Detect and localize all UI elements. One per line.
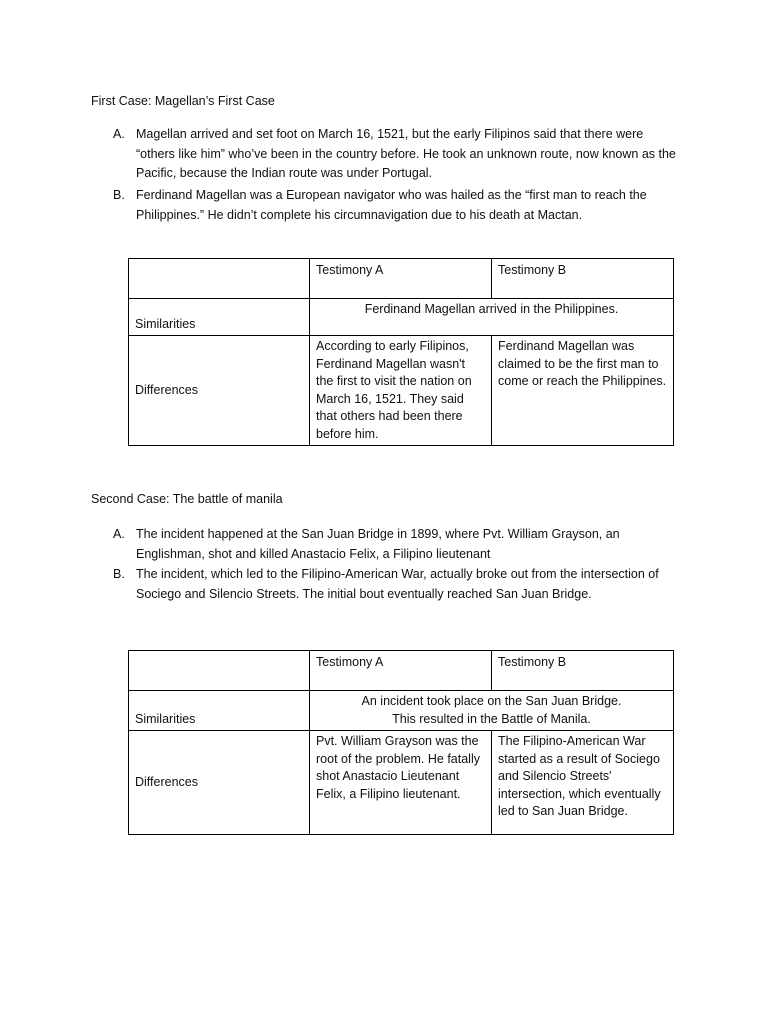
similarities-row <box>129 299 674 336</box>
differences-row <box>129 336 674 446</box>
item-letter: A. <box>113 127 125 141</box>
difference-a: Pvt. William Grayson was the root of the problem. He fatally shot Anastacio Lieutenant Felix, a Filipino lieutenant. <box>310 731 492 835</box>
item-text: The incident, which led to the Filipino-American War, actually broke out from the intersection of Sociego and Silencio Streets. The initial bout eventually reached San Juan Bridge. <box>136 567 659 601</box>
testimony-a-header: Testimony A <box>310 259 492 299</box>
difference-a: According to early Filipinos, Ferdinand Magellan wasn't the first to visit the nation on March 16, 1521. They said that others had been there before him. <box>310 336 492 446</box>
similarities-text: An incident took place on the San Juan Bridge. This resulted in the Battle of Manila. <box>310 691 674 731</box>
item-letter: B. <box>113 567 125 581</box>
table-header-row <box>129 259 674 299</box>
difference-b: The Filipino-American War started as a result of Sociego and Silencio Streets' intersection, which eventually led to San Juan Bridge. <box>492 731 674 835</box>
difference-b: Ferdinand Magellan was claimed to be the first man to come or reach the Philippines. <box>492 336 674 446</box>
testimony-b-header: Testimony B <box>492 651 674 691</box>
case1-table <box>128 258 674 446</box>
similarities-row <box>129 691 674 731</box>
differences-row <box>129 731 674 835</box>
similarities-text: Ferdinand Magellan arrived in the Philippines. <box>310 299 674 336</box>
item-text: Magellan arrived and set foot on March 16, 1521, but the early Filipinos said that there were “others like him” who’ve been in the country before. He took an unknown route, now known as the Pacific, because the Indian route was under Portugal. <box>136 127 676 180</box>
item-letter: A. <box>113 527 125 541</box>
similarities-label: Similarities <box>129 691 310 731</box>
table-corner-cell <box>129 259 310 299</box>
item-text: Ferdinand Magellan was a European navigator who was hailed as the “first man to reach the Philippines.” He didn’t complete his circumnavigation due to his death at Mactan. <box>136 188 647 222</box>
case1-item-a <box>113 125 683 184</box>
testimony-b-header: Testimony B <box>492 259 674 299</box>
case2-item-a <box>113 525 683 564</box>
item-text: The incident happened at the San Juan Bridge in 1899, where Pvt. William Grayson, an Englishman, shot and killed Anastacio Felix, a Filipino lieutenant <box>136 527 620 561</box>
case2-item-b <box>113 565 683 604</box>
case2-heading: Second Case: The battle of manila <box>91 492 283 506</box>
table-corner-cell <box>129 651 310 691</box>
differences-label: Differences <box>129 731 310 835</box>
case1-item-b <box>113 186 683 225</box>
differences-label: Differences <box>129 336 310 446</box>
similarities-label: Similarities <box>129 299 310 336</box>
case2-table <box>128 650 674 835</box>
item-letter: B. <box>113 188 125 202</box>
testimony-a-header: Testimony A <box>310 651 492 691</box>
table-header-row <box>129 651 674 691</box>
case1-heading: First Case: Magellan’s First Case <box>91 94 275 108</box>
